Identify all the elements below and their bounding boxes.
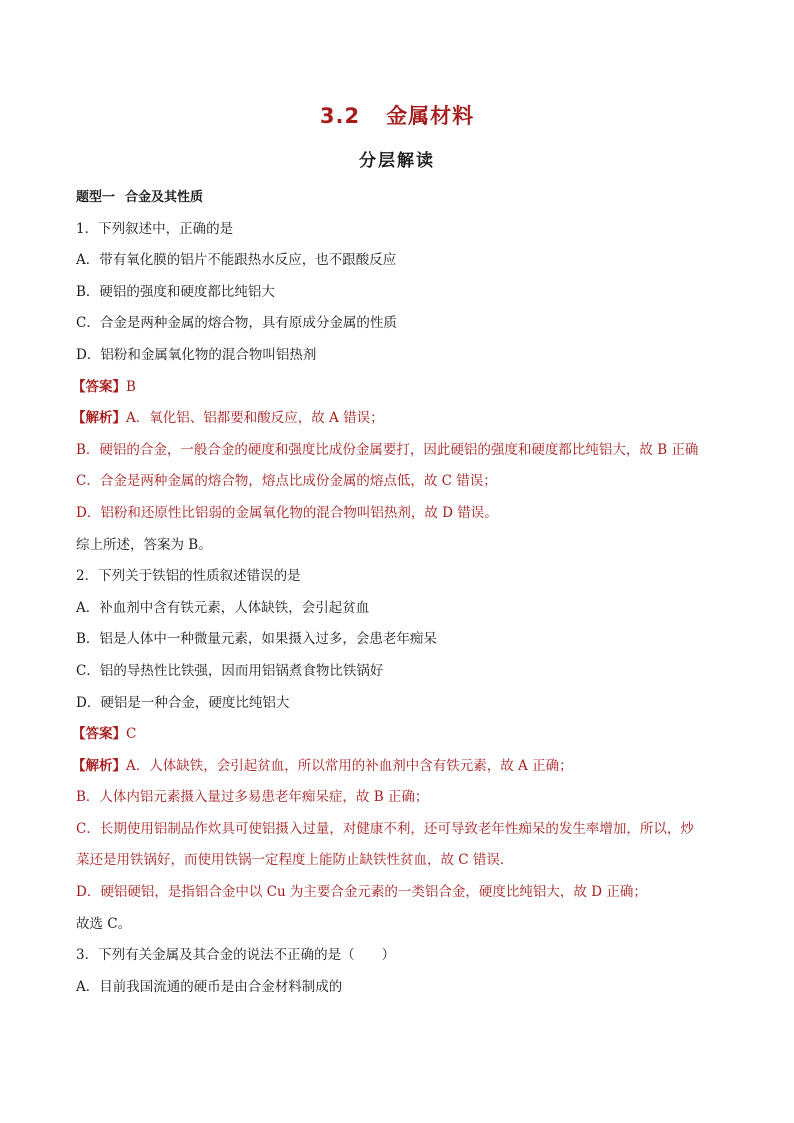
question-1-option-c: C．合金是两种金属的熔合物，具有原成分金属的性质 xyxy=(76,315,397,332)
question-2-stem: 2．下列关于铁铝的性质叙述错误的是 xyxy=(76,568,301,585)
answer-tag: 【答案】 xyxy=(72,726,126,743)
answer-value: B xyxy=(126,378,136,395)
question-2-analysis-line: C．长期使用铝制品作炊具可使铝摄入过量，对健康不利，还可导致老年性痴呆的发生率增加，所以，炒 xyxy=(76,820,694,837)
analysis-tag: 【解析】 xyxy=(72,410,126,427)
question-2-analysis-line xyxy=(72,751,716,783)
question-3-stem: 3．下列有关金属及其合金的说法不正确的是（ ） xyxy=(76,947,396,964)
question-2-answer xyxy=(72,719,716,751)
document-body xyxy=(72,182,716,1003)
chapter-number: 3.2 xyxy=(319,104,361,128)
analysis-tag: 【解析】 xyxy=(72,757,126,774)
question-1-option-d: D．铝粉和金属氧化物的混合物叫铝热剂 xyxy=(76,346,317,363)
question-2-conclusion: 故选 C。 xyxy=(76,915,132,932)
question-2-analysis-line: B．人体内铝元素摄入量过多易患老年痴呆症，故 B 正确； xyxy=(76,789,429,806)
question-2-option-c: C．铝的导热性比铁强，因而用铝锅煮食物比铁锅好 xyxy=(76,662,384,679)
page-title xyxy=(0,100,794,130)
analysis-text: A．人体缺铁，会引起贫血，所以常用的补血剂中含有铁元素，故 A 正确； xyxy=(126,757,573,774)
question-2-analysis-line: D．硬铝硬铝，是指铝合金中以 Cu 为主要合金元素的一类铝合金，硬度比纯铝大，故 D 正确； xyxy=(76,884,647,901)
question-1-option-b: B．硬铝的强度和硬度都比纯铝大 xyxy=(76,283,275,300)
section-heading xyxy=(76,182,716,214)
question-3-option-a: A．目前我国流通的硬币是由合金材料制成的 xyxy=(76,978,343,995)
question-1-option-a: A．带有氧化膜的铝片不能跟热水反应，也不跟酸反应 xyxy=(76,252,397,269)
analysis-text: A．氧化铝、铝都要和酸反应，故 A 错误； xyxy=(126,410,384,427)
question-2-option-d: D．硬铝是一种合金，硬度比纯铝大 xyxy=(76,694,290,711)
page-subtitle: 分层解读 xyxy=(359,151,435,171)
answer-tag: 【答案】 xyxy=(72,378,126,395)
section-name: 合金及其性质 xyxy=(125,190,204,205)
question-1-answer xyxy=(72,372,716,404)
question-2-option-b: B．铝是人体中一种微量元素，如果摄入过多，会患老年痴呆 xyxy=(76,631,437,648)
chapter-title: 金属材料 xyxy=(386,104,475,128)
question-1-conclusion: 综上所述，答案为 B。 xyxy=(76,536,212,553)
question-2-analysis-line: 菜还是用铁锅好，而使用铁锅一定程度上能防止缺铁性贫血，故 C 错误． xyxy=(76,852,514,869)
answer-value: C xyxy=(126,726,137,743)
question-1-analysis-line: C．合金是两种金属的熔合物，熔点比成份金属的熔点低，故 C 错误； xyxy=(76,473,497,490)
question-1-analysis-line xyxy=(72,403,716,435)
question-1-stem: 1．下列叙述中，正确的是 xyxy=(76,220,234,237)
question-1-analysis-line: B．硬铝的合金，一般合金的硬度和强度比成份金属要打，因此硬铝的强度和硬度都比纯铝大，故 B 正确 xyxy=(76,441,699,458)
section-label: 题型一 xyxy=(76,190,116,205)
question-1-analysis-line: D．铝粉和还原性比铝弱的金属氧化物的混合物叫铝热剂，故 D 错误。 xyxy=(76,504,498,521)
question-2-option-a: A．补血剂中含有铁元素，人体缺铁，会引起贫血 xyxy=(76,599,370,616)
